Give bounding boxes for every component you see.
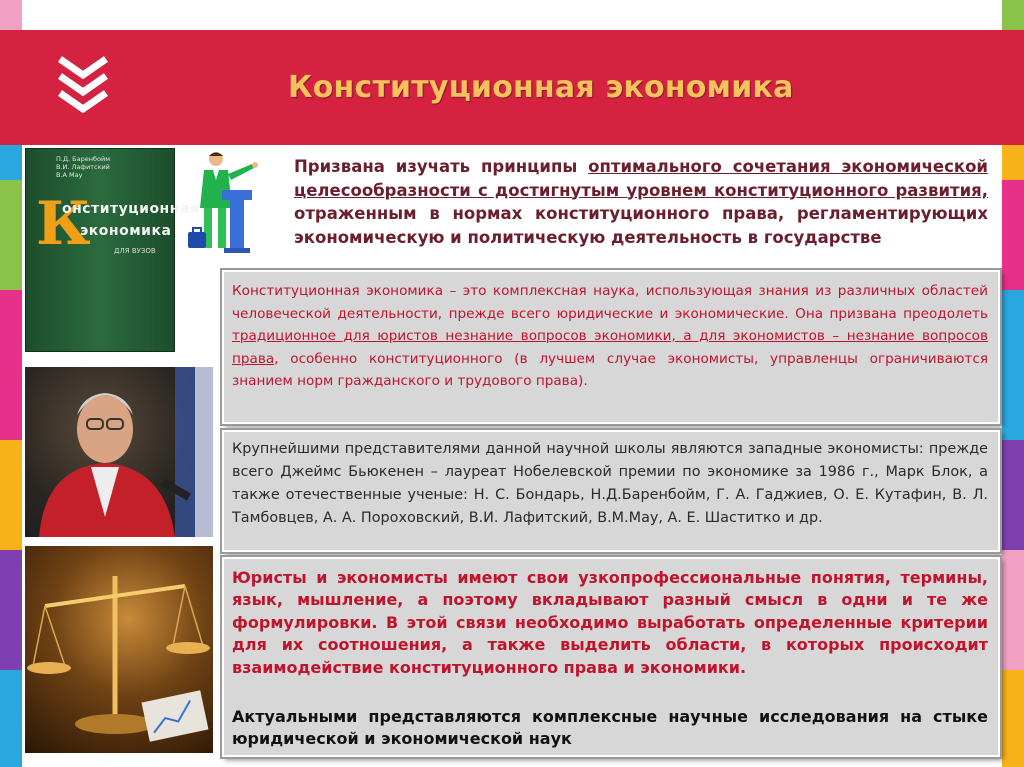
intro-text: отраженным в нормах конституционного права, регламентирующих экономическую и политическую деятельность в государстве [294, 204, 988, 247]
book-subtitle: ДЛЯ ВУЗОВ [114, 247, 156, 255]
definition-box [222, 270, 1000, 424]
scales-illustration [25, 546, 213, 753]
speaker-at-podium-icon [186, 150, 266, 255]
intro-paragraph [294, 155, 988, 249]
economist-illustration [25, 367, 213, 537]
definition-underlined-text: традиционное для юристов незнание вопросов экономики, а для экономистов – незнание вопросов права [232, 328, 988, 367]
definition-text [232, 280, 988, 393]
definition-text-part: , особенно конституционного (в лучшем случае экономисты, управленцы ограничиваются знанием норм гражданского и трудового права). [232, 350, 988, 389]
book-author: В.И. Лафитский [56, 163, 110, 171]
intro-underlined-text: оптимального сочетания экономической целесообразности с достигнутым уровнем конституционного развития, [294, 157, 988, 200]
book-title-line1: онституционная [62, 201, 200, 217]
definition-text-part: Конституционная экономика – это комплексная наука, использующая знания из различных областей человеческой деятельности, прежде всего юридические и экономические. Она призвана преодолеть [232, 283, 988, 322]
book-author: В.А Мау [56, 171, 83, 179]
book-title-line2: экономика [80, 223, 172, 239]
economist-photo [25, 367, 213, 537]
book-initial-letter: К [36, 189, 91, 259]
slide-header [0, 0, 1024, 145]
representatives-text: Крупнейшими представителями данной научной школы являются западные экономисты: прежде всего Джеймс Бьюкенен – лауреат Нобелевской премии по экономике за 1986 г., Марк Блок, а также отечественные ученые: Н. С. Бондарь, Н.Д.Баренбойм, Г. А. Гаджиев, О. Е. Кутафин, В. Л. Тамбовцев, А. А. Пороховский, В.И. Лафитский, В.М.Мау, А. Е. Шаститко и др. [232, 441, 988, 526]
representatives-box [222, 430, 1000, 552]
book-cover-image [25, 148, 200, 352]
triple-chevron-down-icon [56, 55, 110, 113]
intro-text: Призвана изучать принципы [294, 157, 589, 176]
conclusion-text-red: Юристы и экономисты имеют свои узкопрофессиональные понятия, термины, язык, мышление, а поэтому вкладывают разный смысл в одни и те же формулировки. В этой связи необходимо выработать определенные критерии для их соотношения, а также выделить области, в которых происходит взаимодействие конституционного права и экономики. [232, 568, 988, 677]
conclusion-text-black: Актуальными представляются комплексные научные исследования на стыке юридической и экономической наук [232, 707, 988, 749]
book-author: П.Д. Баренбойм [56, 155, 111, 163]
header-top-strip [22, 0, 1002, 30]
scales-photo [25, 546, 213, 753]
book-authors [56, 155, 110, 179]
slide-title: Конституционная экономика [288, 70, 794, 105]
conclusion-box [222, 557, 1000, 757]
